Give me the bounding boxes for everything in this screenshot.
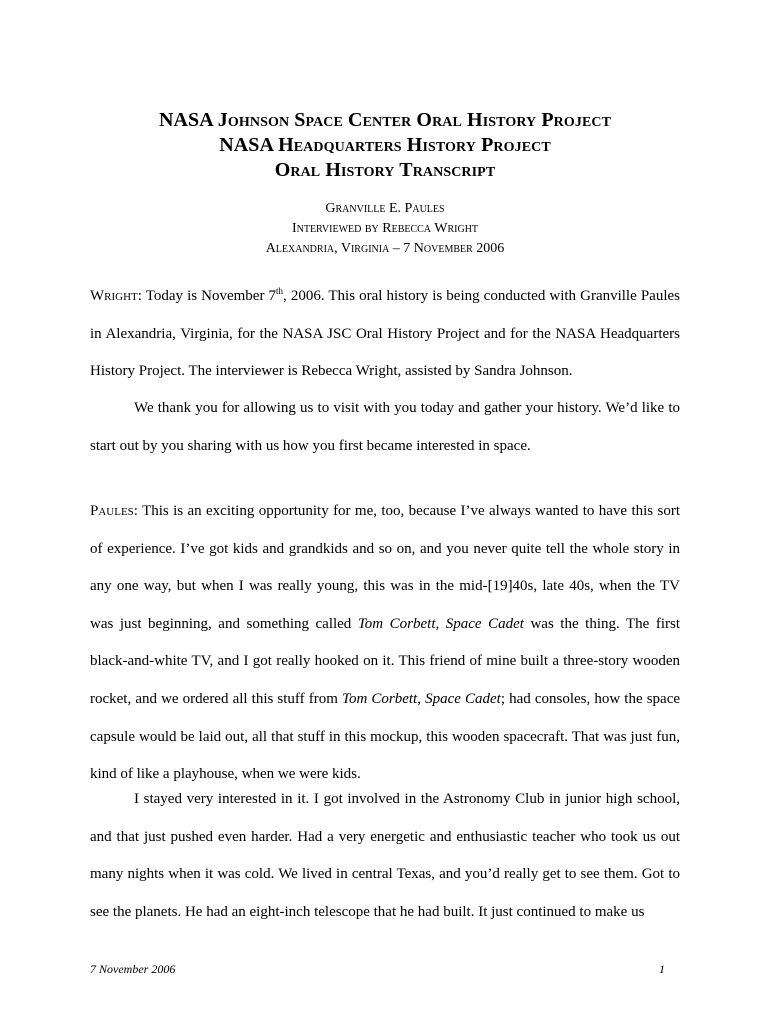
title-line-1: NASA Johnson Space Center Oral History Project bbox=[158, 109, 612, 131]
ordinal-suffix: th bbox=[276, 286, 284, 296]
paragraph-text: ; had consoles, how the space capsule would be laid out, all that stuff in this mockup, this wooden spacecraft. That was just fun, kind of like a playhouse, when we were kids. bbox=[90, 690, 681, 783]
show-title: Tom Corbett, Space Cadet bbox=[342, 690, 501, 707]
speaker-label: Paules: bbox=[90, 503, 138, 519]
paragraph-text: This is an exciting opportunity for me, too, because I’ve always wanted to have this sort of experience. I’ve got kids and grandkids and so on, and you never quite tell the whole story in any one way, but when I was really young, this was in the mid-[19]40s, late 40s, when the TV was just beginning, and something called bbox=[90, 503, 680, 632]
paragraph-paules-answer bbox=[90, 493, 680, 794]
speaker-label: Wright: bbox=[90, 288, 142, 304]
footer-date: 7 November 2006 bbox=[90, 962, 176, 976]
title-line-3: Oral History Transcript bbox=[274, 159, 496, 181]
interviewee-name: Granville E. Paules bbox=[325, 201, 445, 216]
show-title: Tom Corbett, Space Cadet bbox=[357, 615, 524, 632]
paragraph-text: was the thing. The first black-and-white TV, and I got really hooked on it. This friend of mine built a three-story wooden rocket, and we ordered all this stuff from bbox=[90, 615, 680, 707]
paragraph-wright-question: We thank you for allowing us to visit with you today and gather your history. We’d like to start out by you sharing with us how you first became interested in space. bbox=[90, 400, 680, 454]
paragraph-paules-continued: I stayed very interested in it. I got involved in the Astronomy Club in junior high school, and that just pushed even harder. Had a very energetic and enthusiastic teacher who took us out many nights when it was cold. We lived in central Texas, and you’d really get to see them. Got to see the planets. He had an eight-inch telescope that he had built. It just continued to make us bbox=[90, 791, 680, 920]
paragraph-wright-intro bbox=[90, 278, 680, 391]
page-number: 1 bbox=[659, 962, 665, 976]
title-line-2: NASA Headquarters History Project bbox=[219, 134, 551, 156]
paragraph-text: , 2006. This oral history is being conducted with Granville Paules in Alexandria, Virginia, for the NASA JSC Oral History Project and for the NASA Headquarters History Project. The interviewer is Rebecca Wright, assisted by Sandra Johnson. bbox=[90, 288, 680, 380]
paragraph-text: Today is November 7 bbox=[141, 288, 277, 304]
title-block bbox=[0, 108, 770, 183]
interviewer-line: Interviewed by Rebecca Wright bbox=[291, 221, 479, 236]
location-date-line: Alexandria, Virginia – 7 November 2006 bbox=[265, 241, 505, 256]
interview-meta bbox=[0, 199, 770, 259]
